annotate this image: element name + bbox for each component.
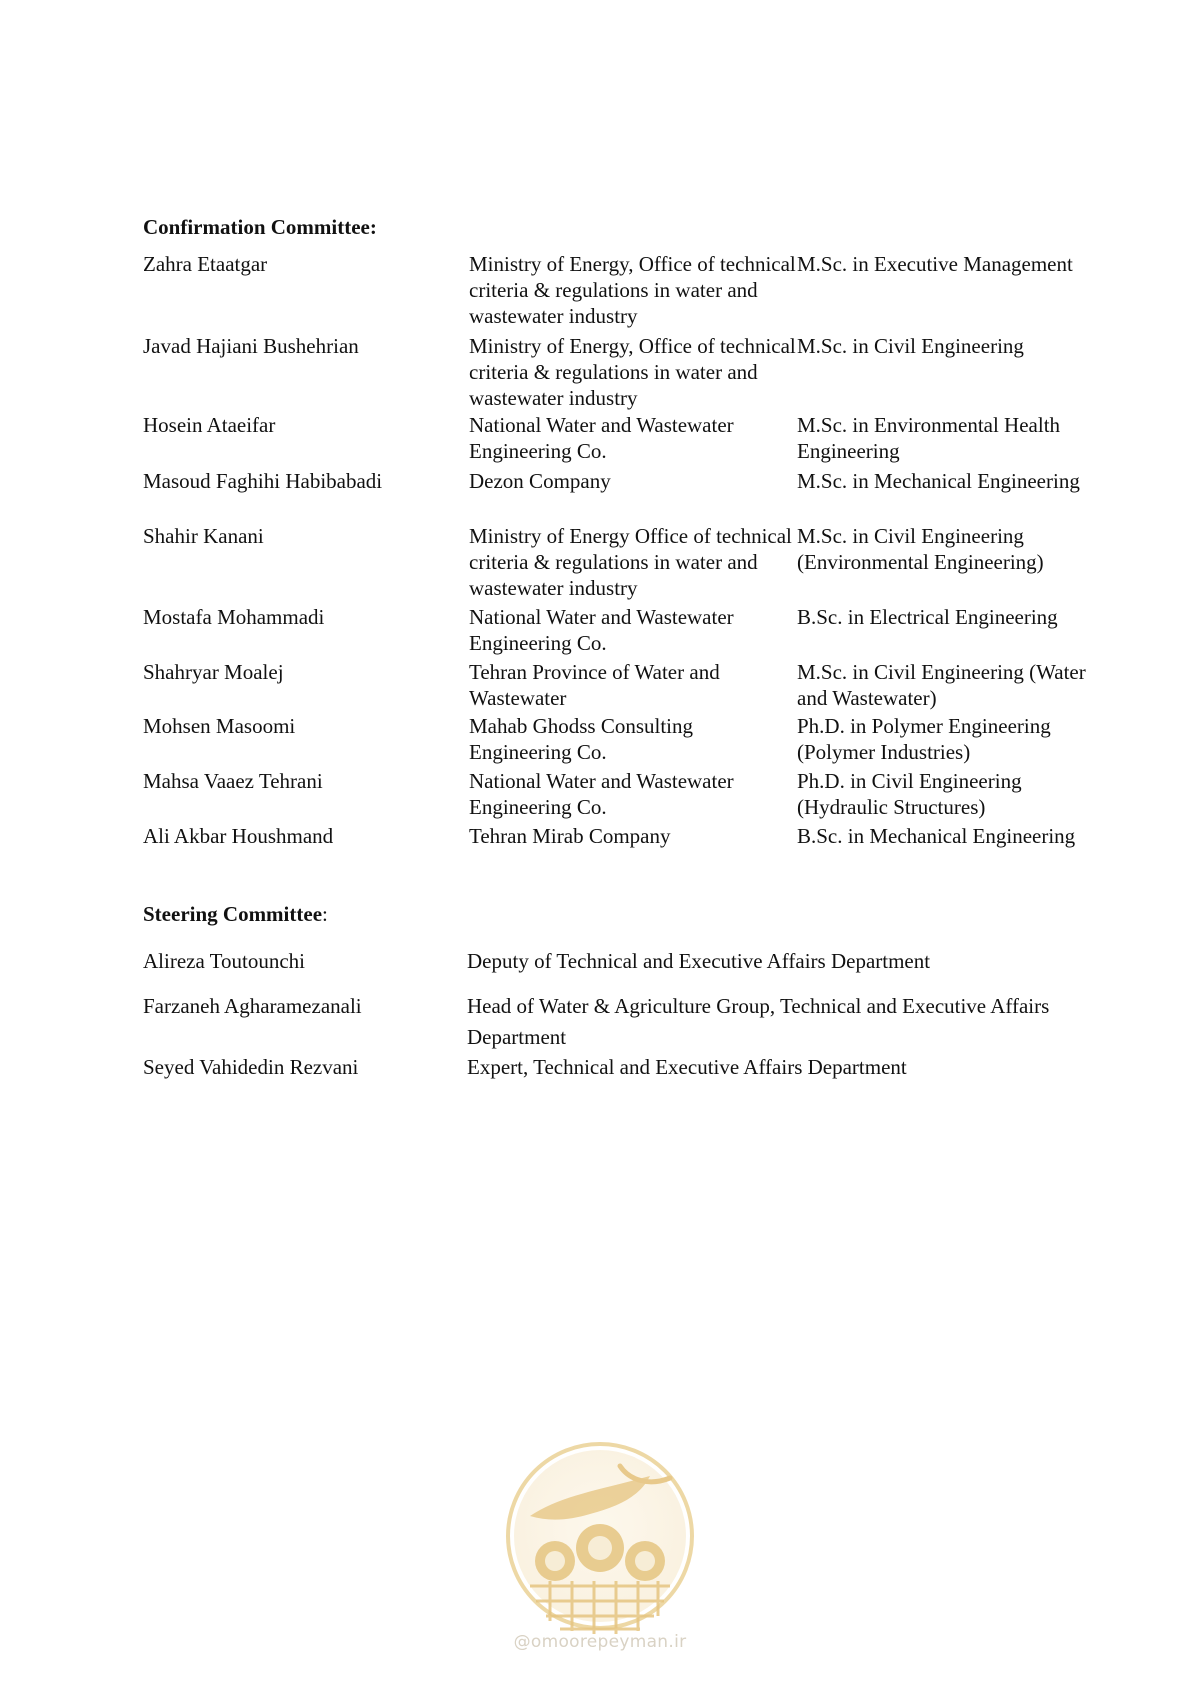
table-row [143,946,1103,991]
member-name: Javad Hajiani Bushehrian [143,334,359,358]
member-degree: Ph.D. in Polymer Engineering (Polymer Industries) [797,714,1051,764]
steering-committee-table [143,946,1103,1083]
member-organization: National Water and Wastewater Engineering Co. [469,413,734,463]
member-name: Hosein Ataeifar [143,413,276,437]
table-row [143,333,1103,412]
table-row [143,412,1103,468]
member-name: Farzaneh Agharamezanali [143,994,362,1018]
table-row [143,991,1103,1052]
member-degree: Ph.D. in Civil Engineering (Hydraulic Structures) [797,769,1022,819]
steering-committee-heading-colon: : [322,902,328,926]
member-name: Mohsen Masoomi [143,714,296,738]
member-name: Mahsa Vaaez Tehrani [143,769,323,793]
member-role: Head of Water & Agriculture Group, Technical and Executive Affairs Department [467,994,1050,1049]
confirmation-committee-table [143,251,1103,877]
table-row [143,823,1103,877]
table-row [143,251,1103,333]
member-name: Zahra Etaatgar [143,252,268,276]
steering-committee-heading [143,901,328,927]
member-degree: M.Sc. in Civil Engineering (Environmental Engineering) [797,524,1044,574]
watermark-text: @omoorepeyman.ir [513,1632,687,1652]
member-name: Seyed Vahidedin Rezvani [143,1055,359,1079]
member-organization: Ministry of Energy, Office of technical criteria & regulations in water and wastewater industry [469,334,796,410]
member-name: Mostafa Mohammadi [143,605,325,629]
member-organization: National Water and Wastewater Engineering Co. [469,769,734,819]
member-organization: Tehran Province of Water and Wastewater [469,660,720,710]
member-name: Alireza Toutounchi [143,949,306,973]
member-organization: Dezon Company [469,469,611,493]
member-name: Shahryar Moalej [143,660,284,684]
member-organization: Tehran Mirab Company [469,824,671,848]
member-organization: Mahab Ghodss Consulting Engineering Co. [469,714,694,764]
table-row [143,523,1103,604]
steering-committee-heading-text: Steering Committee [143,902,323,926]
table-row [143,659,1103,713]
member-degree: B.Sc. in Electrical Engineering [797,605,1058,629]
member-role: Deputy of Technical and Executive Affairs Department [467,949,931,973]
table-row [143,713,1103,768]
member-name: Shahir Kanani [143,524,264,548]
member-degree: M.Sc. in Civil Engineering (Water and Wastewater) [797,660,1086,710]
member-degree: B.Sc. in Mechanical Engineering [797,824,1076,848]
table-row [143,604,1103,659]
table-row [143,1052,1103,1083]
member-degree: M.Sc. in Civil Engineering [797,334,1024,358]
member-degree: M.Sc. in Mechanical Engineering [797,469,1080,493]
confirmation-committee-heading: Confirmation Committee: [143,215,377,239]
member-name: Ali Akbar Houshmand [143,824,334,848]
member-degree: M.Sc. in Environmental Health Engineering [797,413,1061,463]
member-organization: National Water and Wastewater Engineering Co. [469,605,734,655]
table-row [143,468,1103,523]
member-degree: M.Sc. in Executive Management [797,252,1073,276]
member-name: Masoud Faghihi Habibabadi [143,469,383,493]
member-organization: Ministry of Energy, Office of technical criteria & regulations in water and wastewater industry [469,252,796,328]
member-role: Expert, Technical and Executive Affairs Department [467,1055,907,1079]
table-row [143,768,1103,823]
omoorepeyman-seal-logo-icon [500,1436,700,1656]
member-organization: Ministry of Energy Office of technical criteria & regulations in water and wastewater industry [469,524,792,600]
